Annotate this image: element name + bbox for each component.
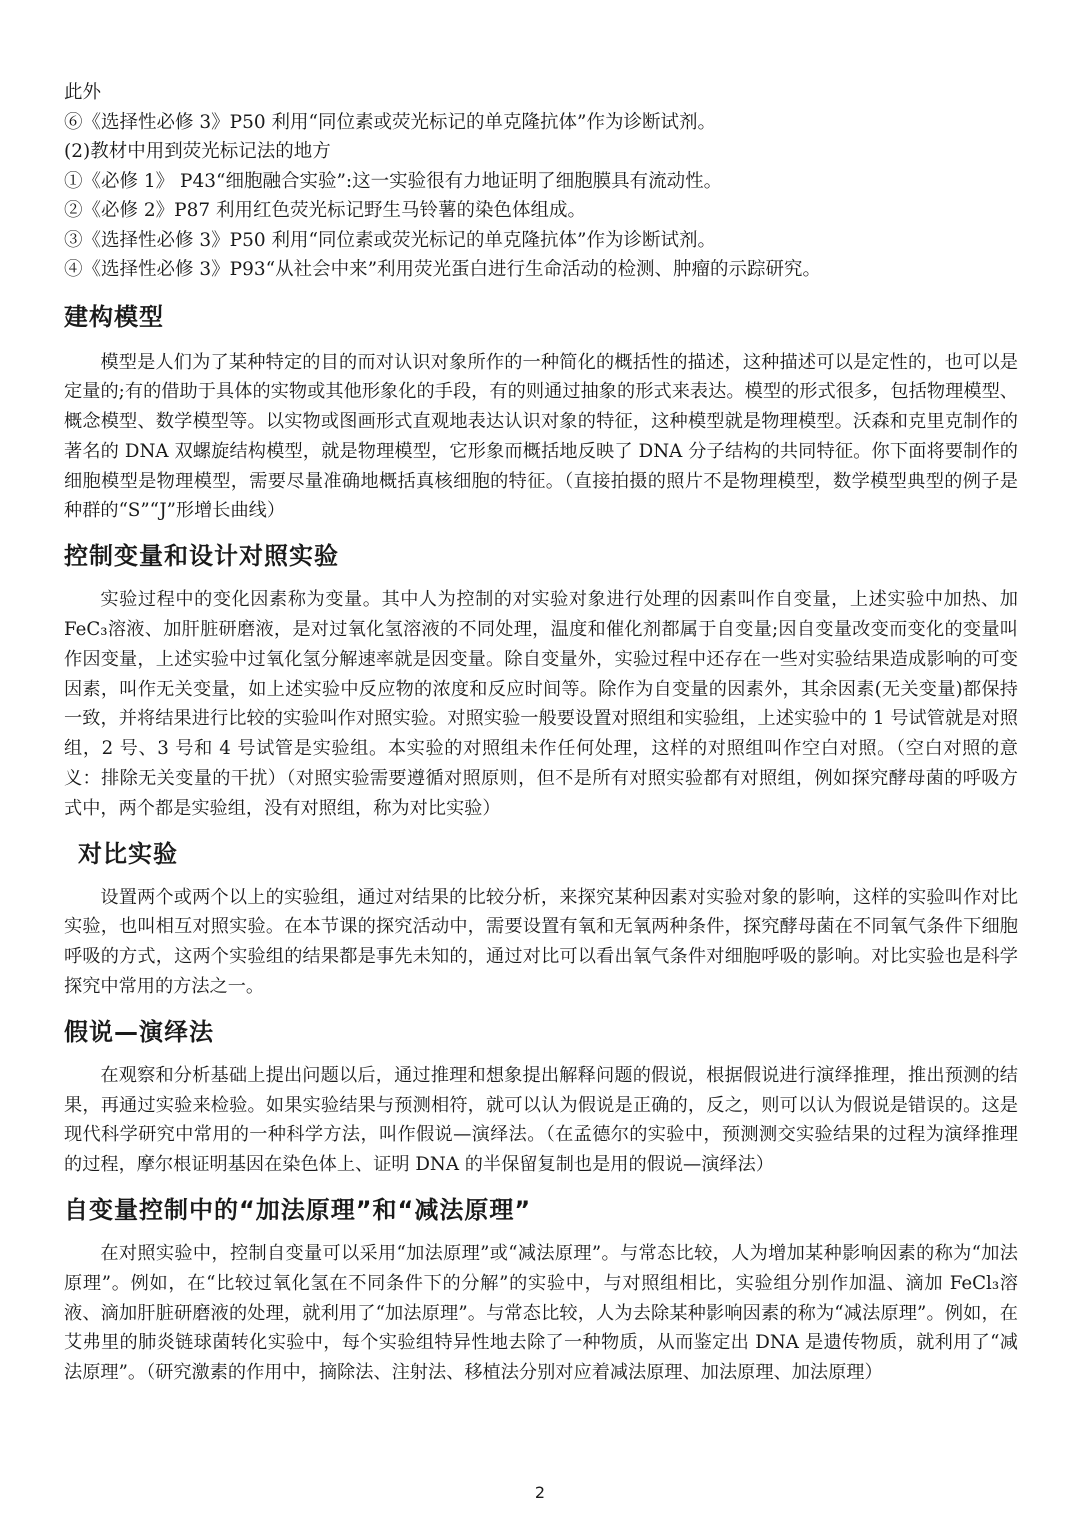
intro-line: ⑥《选择性必修 3》P50 利用“同位素或荧光标记的单克隆抗体”作为诊断试剂。 — [64, 111, 716, 133]
section-addition-subtraction-principle — [64, 1190, 1018, 1388]
intro-line: ④《选择性必修 3》P93“从社会中来”利用荧光蛋白进行生命活动的检测、肿瘤的示踪研究。 — [64, 259, 822, 280]
section-hypothetico-deductive — [64, 1012, 1018, 1180]
section-heading: 控制变量和设计对照实验 — [64, 542, 339, 571]
section-body: 实验过程中的变化因素称为变量。其中人为控制的对实验对象进行处理的因素叫作自变量，上述实验中加热、加 FeC₃溶液、加肝脏研磨液，是对过氧化氢溶液的不同处理，温度和催化剂都属于自变量;因自变量改变而变化的变量叫作因变量，上述实验中过氧化氢分解速率就是因变量。除自变量外，实验过程中还存在一些对实验结果造成影响的可变因素，叫作无关变量，如上述实验中反应物的浓度和反应时间等。除作为自变量的因素外，其余因素(无关变量)都保持一致，并将结果进行比较的实验叫作对照实验。对照实验一般要设置对照组和实验组，上述实验中的 1 号试管就是对照组，2 号、3 号和 4 号试管是实验组。本实验的对照组未作任何处理，这样的对照组叫作空白对照。（空白对照的意义：排除无关变量的干扰）（对照实验需要遵循对照原则，但不是所有对照实验都有对照组，例如探究酵母菌的呼吸方式中，两个都是实验组，没有对照组，称为对比实验） — [64, 589, 1018, 819]
section-body: 在观察和分析基础上提出问题以后，通过推理和想象提出解释问题的假说，根据假说进行演绎推理，推出预测的结果，再通过实验来检验。如果实验结果与预测相符，就可以认为假说是正确的，反之，则可以认为假说是错误的。这是现代科学研究中常用的一种科学方法，叫作假说—演绎法。（在孟德尔的实验中，预测测交实验结果的过程为演绎推理的过程，摩尔根证明基因在染色体上、证明 DNA 的半保留复制也是用的假说—演绎法） — [64, 1064, 1018, 1176]
intro-line: ①《必修 1》 P43“细胞融合实验”:这一实验很有力地证明了细胞膜具有流动性。 — [64, 170, 723, 192]
section-control-variables — [64, 536, 1018, 823]
intro-line: ③《选择性必修 3》P50 利用“同位素或荧光标记的单克隆抗体”作为诊断试剂。 — [64, 229, 716, 251]
section-body: 设置两个或两个以上的实验组，通过对结果的比较分析，来探究某种因素对实验对象的影响，这样的实验叫作对比实验，也叫相互对照实验。在本节课的探究活动中，需要设置有氧和无氧两种条件，探究酵母菌在不同氧气条件下细胞呼吸的方式，这两个实验组的结果都是事先未知的，通过对比可以看出氧气条件对细胞呼吸的影响。对比实验也是科学探究中常用的方法之一。 — [64, 886, 1018, 998]
section-heading: 假说—演绎法 — [64, 1017, 214, 1046]
section-heading: 对比实验 — [78, 839, 178, 868]
section-body: 模型是人们为了某种特定的目的而对认识对象所作的一种简化的概括性的描述，这种描述可以是定性的，也可以是定量的;有的借助于具体的实物或其他形象化的手段，有的则通过抽象的形式来表达。模型的形式很多，包括物理模型、概念模型、数学模型等。以实物或图画形式直观地表达认识对象的特征，这种模型就是物理模型。沃森和克里克制作的著名的 DNA 双螺旋结构模型，就是物理模型，它形象而概括地反映了 DNA 分子结构的共同特征。你下面将要制作的细胞模型是物理模型，需要尽量准确地概括真核细胞的特征。（直接拍摄的照片不是物理模型，数学模型典型的例子是种群的“S”“J”形增长曲线） — [64, 351, 1018, 522]
page-number: 2 — [534, 1483, 546, 1502]
section-heading: 自变量控制中的“加法原理”和“减法原理” — [64, 1196, 532, 1225]
intro-block — [64, 78, 1018, 285]
section-model-building — [64, 297, 1018, 527]
intro-line: ②《必修 2》P87 利用红色荧光标记野生马铃薯的染色体组成。 — [64, 200, 587, 221]
section-body: 在对照实验中，控制自变量可以采用“加法原理”或“减法原理”。与常态比较，人为增加某种影响因素的称为“加法原理”。例如，在“比较过氧化氢在不同条件下的分解”的实验中，与对照组相比，实验组分别作加温、滴加 FeCl₃溶液、滴加肝脏研磨液的处理，就利用了“加法原理”。与常态比较，人为去除某种影响因素的称为“减法原理”。例如，在艾弗里的肺炎链球菌转化实验中，每个实验组特异性地去除了一种物质，从而鉴定出 DNA 是遗传物质，就利用了“减法原理”。（研究激素的作用中，摘除法、注射法、移植法分别对应着减法原理、加法原理、加法原理） — [64, 1243, 1018, 1384]
section-comparative-experiment — [64, 834, 1018, 1002]
intro-line: 此外 — [64, 82, 102, 103]
section-heading: 建构模型 — [64, 302, 164, 331]
intro-line: (2)教材中用到荧光标记法的地方 — [64, 141, 331, 162]
